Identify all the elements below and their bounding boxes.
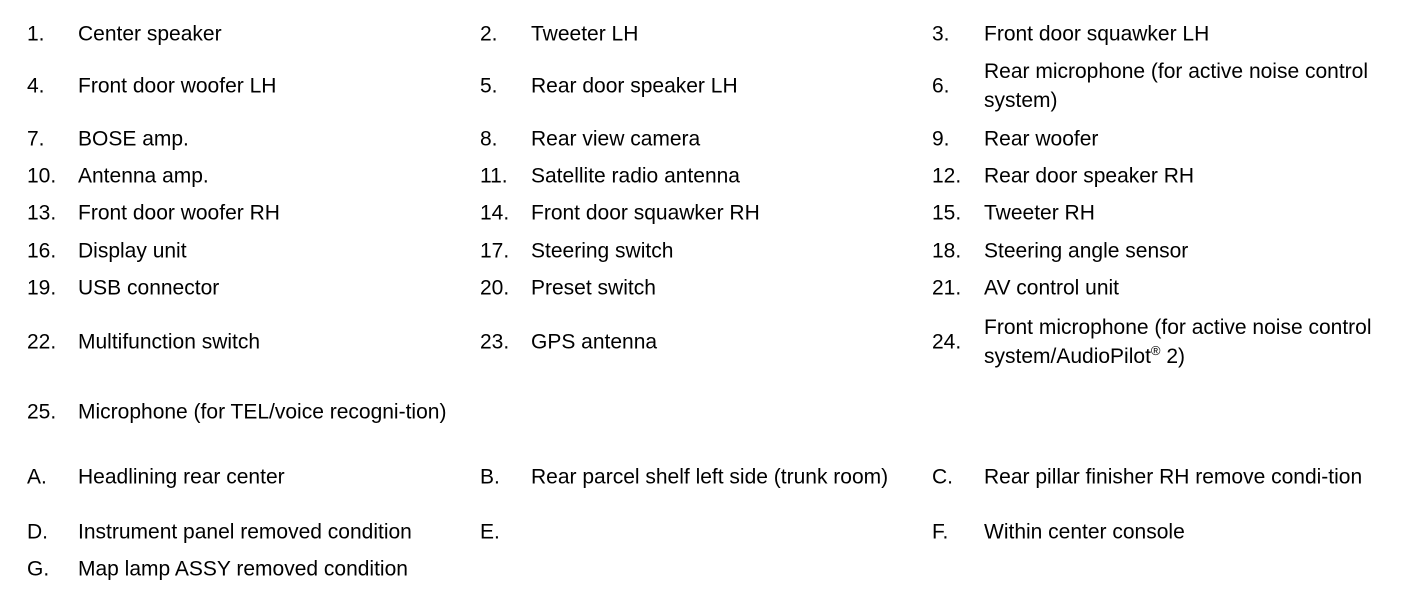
- legend-item-text: Rear door speaker RH: [984, 164, 1195, 187]
- legend-item-text: Center speaker: [78, 22, 222, 45]
- legend-row: [0, 15, 1408, 52]
- legend-item-label: [984, 124, 1374, 153]
- legend-item-label: [531, 328, 931, 357]
- legend-item-text: Multifunction switch: [78, 330, 261, 354]
- legend-row: [0, 157, 1408, 194]
- legend-item-label: [78, 161, 468, 190]
- legend-item-label: [531, 161, 931, 190]
- legend-item-label: [531, 72, 931, 101]
- legend-item-text: Rear view camera: [531, 127, 701, 150]
- legend-item-label: [78, 124, 468, 153]
- legend-item-number: 24.: [932, 330, 962, 354]
- legend-item-number: 17.: [480, 239, 510, 262]
- legend-item-label: [78, 398, 468, 427]
- legend-item-number: 11.: [480, 164, 508, 187]
- legend-item-number: 1.: [27, 22, 45, 45]
- legend-item-text: Front door woofer RH: [78, 201, 280, 224]
- legend-item-text: Front door squawker RH: [531, 201, 760, 224]
- legend-item-number: D.: [27, 520, 48, 543]
- legend-item-text: Preset switch: [531, 276, 656, 299]
- legend-item-label: [984, 198, 1374, 227]
- legend-item-number: F.: [932, 520, 949, 543]
- legend-item-number: 15.: [932, 201, 962, 224]
- legend-item-number: 10.: [27, 164, 57, 187]
- legend-item-number: 23.: [480, 330, 510, 354]
- legend-item-text: GPS antenna: [531, 330, 658, 354]
- legend-item-number: G.: [27, 557, 50, 580]
- legend-item-label: [78, 554, 468, 583]
- legend-item-label: [78, 19, 468, 48]
- legend-item-text: Tweeter RH: [984, 201, 1095, 224]
- legend-item-label: [984, 517, 1374, 546]
- legend-item-text-suffix: 2): [1160, 345, 1186, 368]
- legend-item-number: 16.: [27, 239, 57, 262]
- legend-item-number: 13.: [27, 201, 57, 224]
- legend-item-text: Rear parcel shelf left side (trunk room): [531, 465, 889, 489]
- legend-item-label: [984, 19, 1374, 48]
- legend-item-text: AV control unit: [984, 276, 1120, 299]
- legend-item-text: USB connector: [78, 276, 220, 299]
- legend-item-label: [78, 236, 468, 265]
- legend-item-number: 2.: [480, 22, 498, 45]
- legend-item-label: [531, 463, 931, 492]
- legend-item-label: [984, 161, 1374, 190]
- legend-item-text: Front microphone (for active noise control system/AudioPilot: [984, 316, 1372, 368]
- legend-row: [0, 550, 1408, 587]
- legend-item-text: Tweeter LH: [531, 22, 639, 45]
- legend-item-label: [531, 198, 931, 227]
- legend-item-text: Rear door speaker LH: [531, 74, 738, 98]
- legend-item-number: 25.: [27, 400, 57, 424]
- legend-item-label: [984, 57, 1374, 115]
- legend-item-number: 6.: [932, 74, 950, 98]
- legend-item-number: 14.: [480, 201, 510, 224]
- legend-item-number: 12.: [932, 164, 962, 187]
- legend-item-label: [78, 517, 468, 546]
- legend-row: [0, 58, 1408, 114]
- legend-item-label: [531, 236, 931, 265]
- legend-item-label: [531, 124, 931, 153]
- legend-item-label: [984, 236, 1374, 265]
- legend-item-label: [984, 313, 1374, 371]
- legend-row: [0, 120, 1408, 157]
- legend-item-number: 7.: [27, 127, 45, 150]
- legend-item-text: Headlining rear center: [78, 465, 285, 489]
- legend-item-text: Instrument panel removed condition: [78, 520, 412, 543]
- legend-item-number: 3.: [932, 22, 950, 45]
- legend-item-text: BOSE amp.: [78, 127, 189, 150]
- legend-item-label: [531, 273, 931, 302]
- legend-item-number: 8.: [480, 127, 498, 150]
- legend-row: [0, 306, 1408, 378]
- legend-item-text: Map lamp ASSY removed condition: [78, 557, 408, 580]
- legend-item-text: Steering angle sensor: [984, 239, 1189, 262]
- legend-item-text: Steering switch: [531, 239, 674, 262]
- legend-item-number: A.: [27, 465, 47, 489]
- legend-item-label: [531, 19, 931, 48]
- legend-item-text: Front door squawker LH: [984, 22, 1210, 45]
- legend-item-label: [78, 273, 468, 302]
- legend-item-label: [78, 463, 468, 492]
- legend-row: [0, 232, 1408, 269]
- legend-item-text: Within center console: [984, 520, 1185, 543]
- legend-row: [0, 269, 1408, 306]
- legend-item-text: Antenna amp.: [78, 164, 209, 187]
- legend-item-number: C.: [932, 465, 953, 489]
- legend-item-text: Display unit: [78, 239, 187, 262]
- legend-item-number: 5.: [480, 74, 498, 98]
- legend-item-label: [984, 273, 1374, 302]
- legend-item-text: Rear woofer: [984, 127, 1099, 150]
- legend-row: [0, 513, 1408, 550]
- legend-item-number: 21.: [932, 276, 962, 299]
- legend-item-number: 18.: [932, 239, 962, 262]
- legend-row: [0, 194, 1408, 231]
- legend-item-text: Rear pillar finisher RH remove condi-tion: [984, 465, 1363, 489]
- legend-row: [0, 446, 1408, 508]
- legend-item-number: 9.: [932, 127, 950, 150]
- legend-item-text: Rear microphone (for active noise control system): [984, 60, 1369, 112]
- legend-item-number: B.: [480, 465, 500, 489]
- legend-row: [0, 381, 1408, 443]
- legend-item-text: Microphone (for TEL/voice recogni-tion): [78, 400, 447, 424]
- legend-item-label: [78, 198, 468, 227]
- legend-item-number: 20.: [480, 276, 510, 299]
- legend-item-number: 4.: [27, 74, 45, 98]
- legend-item-number: 22.: [27, 330, 57, 354]
- legend-item-number: E.: [480, 520, 500, 543]
- registered-mark: ®: [1150, 343, 1161, 358]
- legend-item-number: 19.: [27, 276, 57, 299]
- legend-item-text: Satellite radio antenna: [531, 164, 740, 187]
- legend-item-label: [78, 328, 468, 357]
- legend-item-label: [984, 463, 1374, 492]
- legend-item-text: Front door woofer LH: [78, 74, 277, 98]
- legend-item-label: [78, 72, 468, 101]
